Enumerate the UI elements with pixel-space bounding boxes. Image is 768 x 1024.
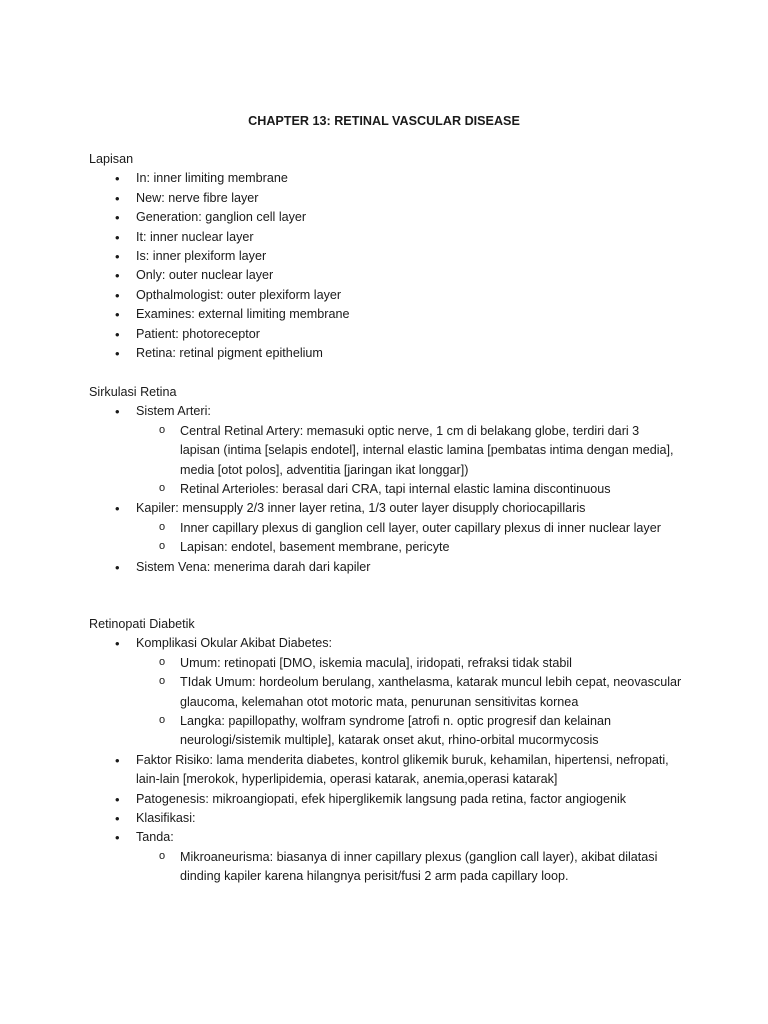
list-item: • Generation: ganglion cell layer — [89, 208, 689, 227]
list-item: • Patient: photoreceptor — [89, 325, 689, 344]
sub-list-item: o Mikroaneurisma: biasanya di inner capillary plexus (ganglion call layer), akibat dilatasi dinding kapiler karena hilangnya perisit/fusi 2 arm pada capillary loop. — [89, 848, 682, 887]
sub-list-item: o Inner capillary plexus di ganglion cell layer, outer capillary plexus di inner nuclear layer — [89, 519, 682, 538]
sub-list-item: o Retinal Arterioles: berasal dari CRA, tapi internal elastic lamina discontinuous — [89, 480, 682, 499]
list-item — [89, 828, 689, 886]
list-item: • Only: outer nuclear layer — [89, 266, 689, 285]
list-item: • New: nerve fibre layer — [89, 189, 689, 208]
bullet-list — [89, 402, 689, 577]
bullet-list — [89, 634, 689, 886]
list-item: • In: inner limiting membrane — [89, 169, 689, 188]
sub-list-item: o Central Retinal Artery: memasuki optic nerve, 1 cm di belakang globe, terdiri dari 3 lapisan (intima [selapis endotel], internal elastic lamina [pembatas intima dengan media], media [otot polos], adventitia [jaringan ikat longgar]) — [89, 422, 682, 480]
sub-list-item: o Lapisan: endotel, basement membrane, pericyte — [89, 538, 682, 557]
section-heading: Retinopati Diabetik — [89, 617, 195, 631]
list-item: • Retina: retinal pigment epithelium — [89, 344, 689, 363]
sub-list-item: o TIdak Umum: hordeolum berulang, xanthelasma, katarak muncul lebih cepat, neovascular glaucoma, kelemahan otot motoric mata, penurunan sensitivitas kornea — [89, 673, 682, 712]
section-heading: Lapisan — [89, 152, 134, 166]
section-heading: Sirkulasi Retina — [89, 385, 177, 399]
list-item-label: Komplikasi Okular Akibat Diabetes: — [136, 636, 332, 651]
list-item: • Sistem Vena: menerima darah dari kapiler — [89, 558, 689, 577]
section-sirkulasi — [89, 383, 689, 577]
list-item: • Examines: external limiting membrane — [89, 305, 689, 324]
sub-list — [89, 654, 689, 751]
sub-list — [89, 848, 689, 887]
section-lapisan — [89, 150, 689, 363]
list-item-label: Sistem Arteri: — [136, 404, 211, 419]
list-item — [89, 634, 689, 750]
list-item: • It: inner nuclear layer — [89, 228, 689, 247]
list-item — [89, 402, 689, 499]
list-item: • Opthalmologist: outer plexiform layer — [89, 286, 689, 305]
list-item: • Klasifikasi: — [89, 809, 689, 828]
sub-list-item: o Umum: retinopati [DMO, iskemia macula], iridopati, refraksi tidak stabil — [89, 654, 682, 673]
section-retinopati — [89, 615, 689, 887]
list-item-label: Tanda: — [136, 830, 174, 845]
sub-list-item: o Langka: papillopathy, wolfram syndrome [atrofi n. optic progresif dan kelainan neurologi/sistemik multiple], katarak onset akut, rhino-orbital mucormycosis — [89, 712, 682, 751]
page-title: CHAPTER 13: RETINAL VASCULAR DISEASE — [248, 114, 520, 128]
list-item: • Is: inner plexiform layer — [89, 247, 689, 266]
list-item: • Faktor Risiko: lama menderita diabetes, kontrol glikemik buruk, kehamilan, hipertensi, nefropati, lain-lain [merokok, hyperlipidemia, operasi katarak, anemia,operasi katarak] — [89, 751, 676, 790]
list-item — [89, 499, 689, 557]
sub-list — [89, 422, 689, 500]
sub-list — [89, 519, 689, 558]
list-item-label: Kapiler: mensupply 2/3 inner layer retina, 1/3 outer layer disupply choriocapillaris — [136, 501, 586, 516]
list-item: • Patogenesis: mikroangiopati, efek hiperglikemik langsung pada retina, factor angiogenik — [89, 790, 716, 809]
bullet-list — [89, 169, 689, 363]
